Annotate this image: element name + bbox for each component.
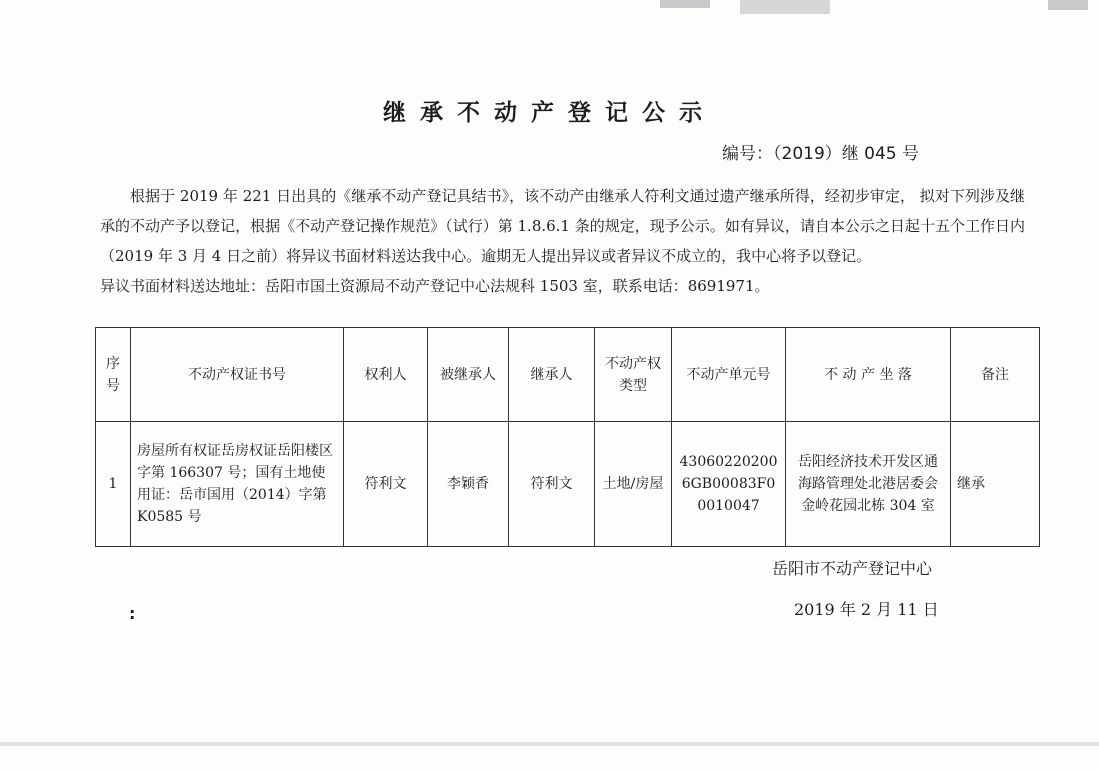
scan-speck [740, 0, 830, 14]
header-holder: 权利人 [344, 328, 428, 422]
cell-cert-no: 房屋所有权证岳房权证岳阳楼区字第 166307 号；国有土地使用证：岳市国用（2014）字第 K0585 号 [131, 422, 344, 547]
document-number: 编号：（2019）继 045 号 [722, 144, 920, 164]
cell-heir: 符利文 [509, 422, 595, 547]
scan-speck [1048, 0, 1088, 10]
scan-speck [660, 0, 710, 8]
table-row [96, 422, 1040, 547]
issuing-organization: 岳阳市不动产登记中心 [772, 559, 933, 578]
header-location: 不 动 产 坐 落 [786, 328, 951, 422]
issue-date: 2019 年 2 月 11 日 [794, 600, 939, 619]
header-seq: 序号 [96, 328, 131, 422]
stray-mark: : [129, 604, 136, 623]
cell-location: 岳阳经济技术开发区通海路管理处北港居委会金岭花园北栋 304 室 [786, 422, 951, 547]
header-right-type: 不动产权类型 [595, 328, 672, 422]
notice-body [100, 181, 1025, 301]
header-remark: 备注 [951, 328, 1040, 422]
scan-edge [0, 742, 1099, 746]
page-title: 继承不动产登记公示 [383, 99, 716, 126]
objection-address: 异议书面材料送达地址：岳阳市国土资源局不动产登记中心法规科 1503 室，联系电话：8691971。 [100, 277, 770, 295]
cell-decedent: 李颖香 [428, 422, 509, 547]
notice-paragraph: 根据于 2019 年 221 日出具的《继承不动产登记具结书》，该不动产由继承人符利文通过遗产继承所得，经初步审定， 拟对下列涉及继承的不动产予以登记，根据《不动产登记操作规范》（试行）第 1.8.6.1 条的规定，现予公示。如有异议，请自本公示之日起十五个工作日内（2019 年 3 月 4 日之前）将异议书面材料送达我中心。逾期无人提出异议或者异议不成立的，我中心将予以登记。 [100, 187, 1025, 265]
cell-unit-no: 430602202006GB00083F00010047 [672, 422, 786, 547]
header-cert-no: 不动产权证书号 [131, 328, 344, 422]
header-decedent: 被继承人 [428, 328, 509, 422]
header-heir: 继承人 [509, 328, 595, 422]
cell-remark: 继承 [951, 422, 1040, 547]
table-header-row [96, 328, 1040, 422]
header-unit-no: 不动产单元号 [672, 328, 786, 422]
registration-table [95, 327, 1040, 547]
cell-right-type: 土地/房屋 [595, 422, 672, 547]
cell-seq: 1 [96, 422, 131, 547]
cell-holder: 符利文 [344, 422, 428, 547]
